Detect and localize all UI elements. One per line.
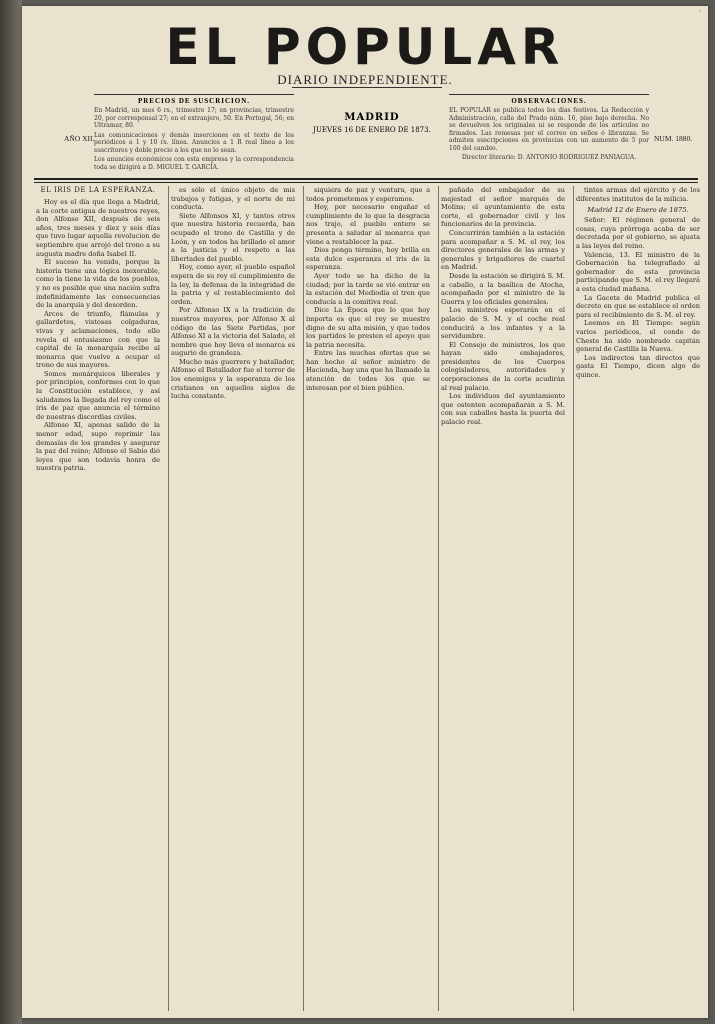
paragraph: Somos monárquicos liberales y por principios, conformes con lo que la Constitución establece, y así saludamos la llegada del rey como el iris de paz que anuncia el término de nuestras discordias civiles. [36, 369, 160, 421]
column-4 [441, 186, 565, 1011]
number-label: NUM. 1880. [654, 134, 693, 143]
article-columns [34, 186, 698, 1011]
paragraph: Entre las muchas ofertas que se han hecho al señor ministro de Hacienda, hay una que ha llamado la atención de todos los que se interesan por el bien público. [306, 349, 430, 392]
paragraph: tintos armas del ejército y de los diferentes institutos de la milicia. [576, 186, 700, 203]
paragraph: siquiera de paz y ventura, que a todos prometemos y esperamos. [306, 186, 430, 203]
paragraph: Desde la estación se dirigirá S. M. a caballo, a la basílica de Atocha, acompañado por el ministro de la Guerra y los oficiales generales. [441, 271, 565, 306]
paragraph: Hoy, por necesario engañar el cumplimiento de lo que la desgracia nos trajo, el pueblo entero se presenta a saludar al monarca que viene a restablecer la paz. [306, 203, 430, 246]
column-2 [171, 186, 295, 1011]
paragraph: Arcos de triunfo, flámulas y gallardetes, vistosas colgaduras, vivas y aclamaciones, todo ello revela el entusiasmo con que la capital de la monarquía recibe al monarca que vuelve a ocupar el trono de sus mayores. [36, 309, 160, 370]
subscription-box [94, 94, 294, 173]
paragraph: Concurrirán también a la estación para acompañar a S. M. el rey, los directores generales de las armas y generales y brigadieres de cuartel en Madrid. [441, 228, 565, 272]
column-1 [36, 186, 160, 1011]
article-heading: EL IRIS DE LA ESPERANZA. [40, 186, 156, 194]
paragraph: Dios ponga término, hoy brilla en esta dulce esperanza el iris de la esperanza. [306, 246, 430, 272]
paragraph: El suceso ha venido, porque la historia tiene una lógica inexorable, como la tiene la vida de los pueblos, y no es posible que una nación sufra indefinidamente las consecuencias de la anarquía y del desorden. [36, 258, 160, 310]
column-3 [306, 186, 430, 1011]
paragraph: Los individuos del ayuntamiento que ostenten acompañarán a S. M. con sus caballos hasta la puerta del palacio real. [441, 392, 565, 427]
paragraph: Señor: El régimen general de cosas, cuya prórroga acaba de ser decretada por el gobierno, se ajusta a las leyes del reino. [576, 216, 700, 250]
paragraph: Siete Alfonsos XI, y tantos otros que nuestra historia recuerda, han ocupado el trono de Castilla y de León, y en todos ha brillado el amor a la justicia y el respeto a las libertades del pueblo. [171, 211, 295, 263]
paragraph: Por Alfonso IX a la tradición de nuestros mayores, por Alfonso X al código de las Siete Partidas, por Alfonso XI a la victoria del Salado, el nombre que hoy lleva el monarca es augurio de grandeza. [171, 306, 295, 358]
paragraph: Los indirectos tan directos que gasta El Tiempo, dicen algo de quince. [576, 353, 700, 379]
info-bar [34, 94, 698, 178]
paragraph: Alfonso XI, apenas salido de la menor edad, supo reprimir las demasías de los grandes y asegurar la paz del reino; Alfonso el Sabio dió leyes que son todavía honra de nuestra patria. [36, 421, 160, 473]
paragraph: pañado del embajador de su majestad el señor marqués de Molins; el ayuntamiento de esta corte, el gobernador civil y los funcionarios de la provincia. [441, 186, 565, 229]
paragraph: Hoy, como ayer, el pueblo español espera de su rey el cumplimiento de la ley, la defensa de la integridad de la patria y el restablecimiento del orden. [171, 263, 295, 306]
book-spine [0, 0, 22, 1024]
city-label: MADRID [344, 112, 400, 123]
column-5 [576, 186, 700, 1011]
observations-text: EL POPULAR se publica todos los días festivos. La Redacción y Administración, calle del Prado núm. 16, piso bajo derecha. No se devuelven los originales ni se responde de los artículos no firmados. Las remesas por el correo en sellos ó libranzas. Se admiten suscripciones en provincias con un aumento de 5 por 100 del cambio. [449, 107, 649, 152]
newspaper-page [22, 6, 708, 1018]
masthead [22, 20, 708, 88]
paragraph: Leemos en El Tiempo: según varios periódicos, el conde de Cheste ha sido nombrado capitán general de Castilla la Nueva. [576, 319, 700, 354]
subtitle-rule [292, 87, 442, 88]
paragraph: Hoy es el día que llega a Madrid, a la corte antigua de nuestros reyes, don Alfonso XII, después de seis años, tres meses y diez y seis días que tuvo lugar aquella revolucion de septiembre que arrojó del trono a su augusta madre doña Isabel II. [36, 198, 160, 258]
observations-heading: OBSERVACIONES. [511, 97, 587, 105]
subscription-note: Las comunicaciones y demás inserciones en el texto de los periódicos a 1 y 10 rs. línea. Anuncios a 1 R real línea a los suscritores y doble precio a los que no lo sean. [94, 131, 294, 154]
paragraph: La Gaceta de Madrid publica el decreto en que se establece el orden para el recibimiento de S. M. el rey. [576, 293, 700, 319]
subscription-text: En Madrid, un mes 6 rs., trimestre 17; en provincias, trimestre 20, por corresponsal 27; en el extranjero, 50. En Portugal, 56; en Ultramar, 80. [94, 107, 294, 129]
paragraph: Valencia, 13. El ministro de la Gobernación ha telegrafiado al gobernador de esta provincia participando que S. M. el rey llegará a esta ciudad mañana. [576, 250, 700, 293]
newspaper-subtitle: DIARIO INDEPENDIENTE. [277, 72, 453, 87]
paragraph: Los ministros esperarán en el palacio de S. M. y el coche real conducirá a los infantes y a la servidumbre. [441, 306, 565, 341]
subscription-heading: PRECIOS DE SUSCRICION. [137, 97, 251, 105]
newspaper-title: EL POPULAR [165, 18, 565, 76]
paragraph: es sólo el único objeto de mis trabajos y fatigas, y el norte de mi conducta. [171, 186, 295, 212]
paragraph: Dice La Época que lo que hoy importa es que el rey se muestre digno de su alta misión, y que todos los partidos le presten el apoyo que la patria necesita. [306, 306, 430, 349]
observations-box [449, 94, 649, 164]
year-label: AÑO XII. [64, 134, 95, 143]
observations-director: Director literario: D. ANTONIO RODRIGUEZ PANIAGUA. [461, 154, 637, 161]
paragraph: Ayer todo se ha dicho de la ciudad; por la tarde se vió entrar en la estación del Mediodía el tren que conducía a la comitiva real. [306, 271, 430, 306]
archive-stamp: ◦ [698, 8, 702, 15]
paragraph: El Consejo de ministros, los que hayan sido embajadores, presidentes de los Cuerpos colegisladores, autoridades y corporaciones de la corte acudirán al real palacio. [441, 340, 565, 392]
date-label: JUEVES 16 DE ENERO DE 1873. [313, 126, 431, 134]
header-rule [34, 178, 698, 183]
subscription-footer: Los anuncios económicos con esta empresa y la correspondencia toda se dirigirá a D. MIGUEL T. GARCÍA. [94, 156, 294, 171]
paragraph: Mucho más guerrero y batallador, Alfonso el Batallador fue el terror de los enemigos y la esperanza de los cristianos en aquellos siglos de lucha constante. [171, 357, 295, 401]
dateline-small: Madrid 12 de Enero de 1875. [587, 206, 689, 215]
dateline [302, 112, 442, 134]
